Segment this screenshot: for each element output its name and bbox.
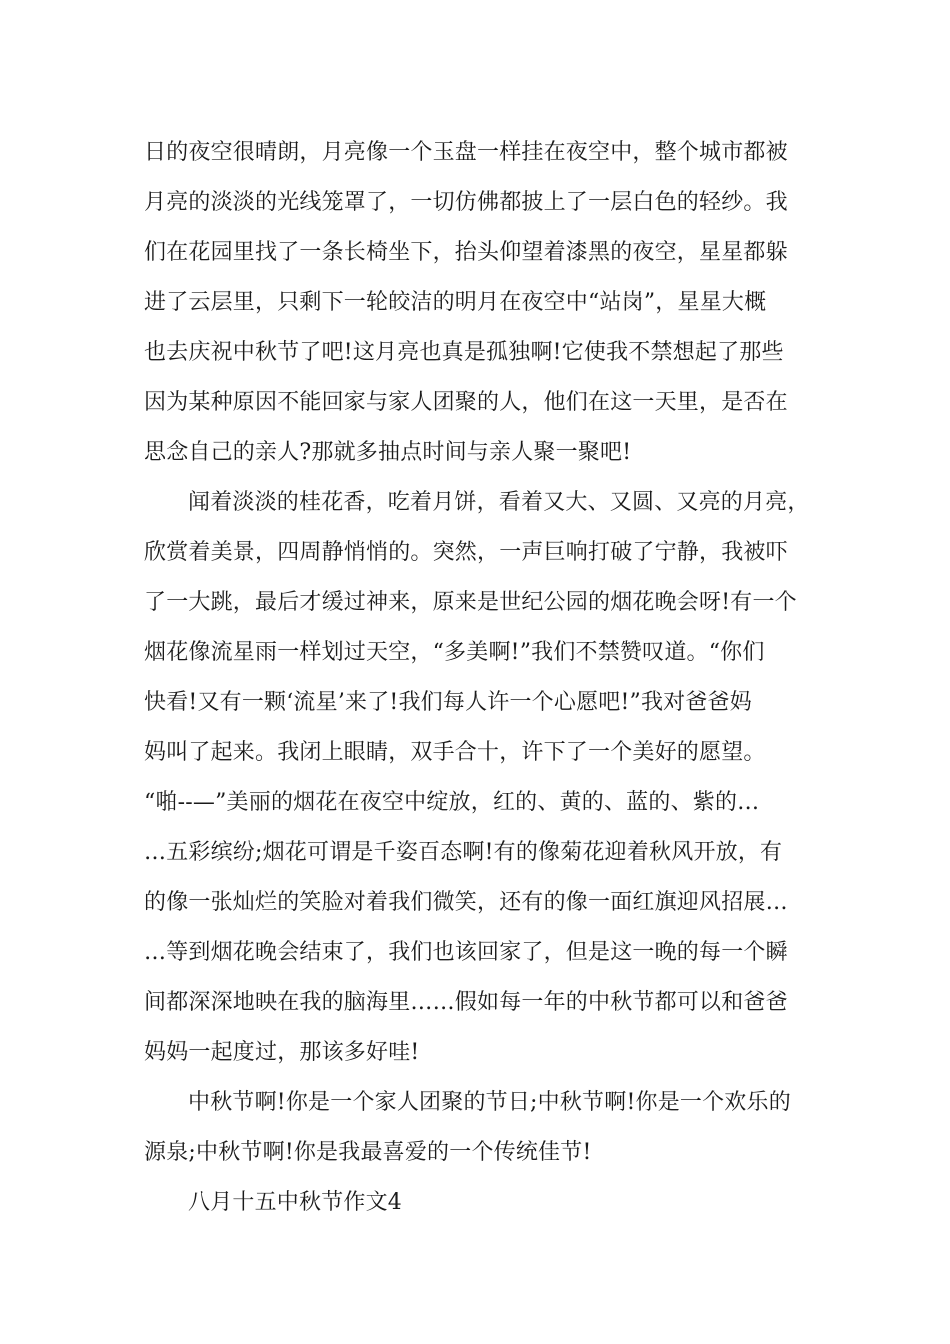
text-line: 了一大跳，最后才缓过神来，原来是世纪公园的烟花晚会呀!有一个 — [144, 590, 797, 615]
text-line: 欣赏着美景，四周静悄悄的。突然，一声巨响打破了宁静，我被吓 — [144, 540, 788, 565]
text-line: 烟花像流星雨一样划过天空，“多美啊!”我们不禁赞叹道。“你们 — [144, 640, 765, 665]
text-line: …五彩缤纷;烟花可谓是千姿百态啊!有的像菊花迎着秋风开放，有 — [144, 840, 783, 865]
text-line: 快看!又有一颗‘流星’来了!我们每人许一个心愿吧!”我对爸爸妈 — [144, 690, 752, 715]
text-line: 的像一张灿烂的笑脸对着我们微笑，还有的像一面红旗迎风招展… — [144, 890, 788, 915]
text-line: 因为某种原因不能回家与家人团聚的人，他们在这一天里，是否在 — [144, 390, 788, 415]
text-line: 间都深深地映在我的脑海里……假如每一年的中秋节都可以和爸爸 — [144, 990, 788, 1015]
essay-body — [144, 128, 844, 1228]
paragraph-start-line: 闻着淡淡的桂花香，吃着月饼，看着又大、又圆、又亮的月亮， — [188, 490, 810, 515]
text-line: 进了云层里，只剩下一轮皎洁的明月在夜空中“站岗”，星星大概 — [144, 290, 767, 315]
text-line: 源泉;中秋节啊!你是我最喜爱的一个传统佳节! — [144, 1140, 592, 1165]
text-line: 妈妈一起度过，那该多好哇! — [144, 1040, 420, 1065]
text-line: 们在花园里找了一条长椅坐下，抬头仰望着漆黑的夜空，星星都躲 — [144, 240, 788, 265]
text-line: 妈叫了起来。我闭上眼睛，双手合十，许下了一个美好的愿望。 — [144, 740, 766, 765]
text-line: “啪--—”美丽的烟花在夜空中绽放，红的、黄的、蓝的、紫的… — [144, 790, 760, 815]
text-line: …等到烟花晚会结束了，我们也该回家了，但是这一晚的每一个瞬 — [144, 940, 788, 965]
section-title: 八月十五中秋节作文4 — [188, 1190, 402, 1215]
text-line: 也去庆祝中秋节了吧!这月亮也真是孤独啊!它使我不禁想起了那些 — [144, 340, 784, 365]
text-line: 思念自己的亲人?那就多抽点时间与亲人聚一聚吧! — [144, 440, 632, 465]
text-line: 月亮的淡淡的光线笼罩了，一切仿佛都披上了一层白色的轻纱。我 — [144, 190, 788, 215]
paragraph-start-line: 中秋节啊!你是一个家人团聚的节日;中秋节啊!你是一个欢乐的 — [188, 1090, 791, 1115]
text-line: 日的夜空很晴朗，月亮像一个玉盘一样挂在夜空中，整个城市都被 — [144, 140, 788, 165]
